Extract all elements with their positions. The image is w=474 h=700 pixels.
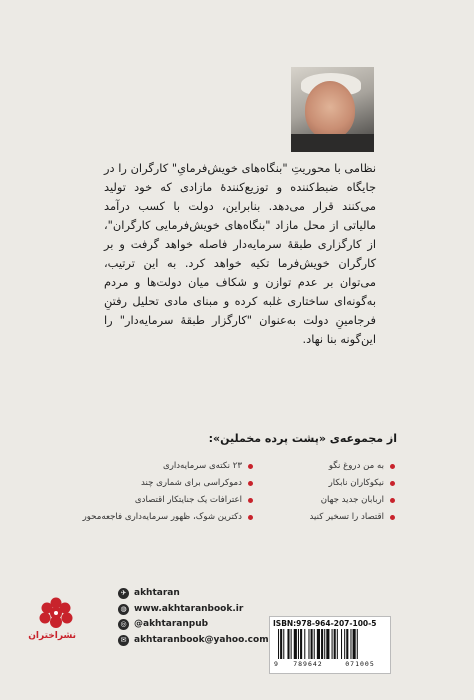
series-item: دکترین شوک، ظهور سرمایه‌داری فاجعه‌محور (113, 509, 253, 526)
barcode-bar (280, 629, 282, 659)
bullet-dot-icon (248, 498, 253, 503)
barcode-bar (324, 629, 325, 659)
barcode-bar (283, 629, 284, 659)
barcode-bar (337, 629, 338, 659)
bullet-dot-icon (248, 515, 253, 520)
barcode-bar (321, 629, 323, 659)
barcode-bar (341, 629, 342, 659)
series-item: ۲۳ نکته‌ی سرمایه‌داری (113, 458, 253, 475)
barcode-bar (304, 629, 305, 659)
email-icon: ✉ (118, 635, 129, 646)
barcode-bar (278, 629, 279, 659)
barcode-bar (314, 629, 315, 659)
barcode-bar (332, 629, 333, 659)
barcode-group-1: 789642 (293, 660, 323, 668)
contact-telegram[interactable]: ✈ akhtaran (118, 586, 269, 602)
contact-website[interactable]: ◍ www.akhtaranbook.ir (118, 602, 269, 618)
series-item: نیکوکاران نابکار (285, 475, 395, 492)
series-item: اقتصاد را تسخیر کنید (285, 509, 395, 526)
barcode-bar (294, 629, 297, 659)
instagram-icon: ◎ (118, 619, 129, 630)
bullet-dot-icon (390, 515, 395, 520)
barcode-bar (353, 629, 356, 659)
series-item: اعترافات یک جنایتکار اقتصادی (113, 492, 253, 509)
barcode-bar (334, 629, 336, 659)
isbn-label: ISBN:978-964-207-100-5 (273, 619, 377, 628)
barcode-bars (278, 629, 382, 659)
barcode-bar (291, 629, 292, 659)
barcode-bar (326, 629, 329, 659)
series-title: از مجموعه‌ی «پشت پرده مخملین»: (208, 432, 397, 445)
barcode (269, 616, 391, 674)
barcode-bar (357, 629, 358, 659)
barcode-bar (287, 629, 289, 659)
barcode-bar (350, 629, 351, 659)
barcode-bar (346, 629, 348, 659)
contact-instagram[interactable]: ◎ @akhtaranpub (118, 617, 269, 633)
publisher-logo (28, 596, 76, 641)
series-item: اربابان جدید جهان (285, 492, 395, 509)
barcode-group-2: 071005 (345, 660, 375, 668)
bullet-dot-icon (248, 481, 253, 486)
publisher-logo-icon (39, 596, 73, 630)
series-item: دموکراسی برای شماری چند (113, 475, 253, 492)
contact-email[interactable]: ✉ akhtaranbook@yahoo.com (118, 633, 269, 649)
barcode-bar (298, 629, 299, 659)
barcode-bar (300, 629, 302, 659)
series-item: به من دروغ نگو (285, 458, 395, 475)
publisher-name: نشراختران (28, 631, 76, 641)
bullet-dot-icon (390, 481, 395, 486)
series-list-left (82, 458, 253, 526)
series-list-right (285, 458, 395, 526)
bullet-dot-icon (390, 498, 395, 503)
author-face (305, 81, 355, 139)
barcode-bar (344, 629, 345, 659)
back-cover-blurb: نظامی با محوریتِ "بنگاه‌های خویش‌فرمایِ" کارگران را در جایگاه ضبط‌کننده و توزیع‌کنندۀ مازادی که خود تولید می‌کنند قرار می‌دهد. بنابراین، دولت با کسب درآمد مالیاتی از محل مازاد "بنگاه‌های خویش‌فرمایی کارگران"، از کارگزاری طبقۀ سرمایه‌دار فاصله خواهد گرفت و بر کارگران خویش‌فرما تکیه خواهد کرد. به این ترتیب، می‌توان بر عدم توازن و شکاف میان دولت‌ها و مردم به‌گونه‌ای ساختاری غلبه کرده و مبنای مادی تحلیل رفتنِ فرجامینِ دولت به‌عنوان "کارگزار طبقۀ سرمایه‌دار" را این‌گونه بنا نهاد. (104, 161, 376, 346)
author-shirt (291, 134, 374, 152)
bullet-dot-icon (248, 464, 253, 469)
author-photo (291, 67, 374, 152)
globe-icon: ◍ (118, 604, 129, 615)
contact-list (118, 586, 269, 648)
barcode-digits (274, 660, 386, 668)
barcode-lead-digit: 9 (274, 660, 278, 668)
telegram-icon: ✈ (118, 588, 129, 599)
barcode-bar (308, 629, 309, 659)
barcode-bar (317, 629, 320, 659)
bullet-dot-icon (390, 464, 395, 469)
barcode-bar (311, 629, 313, 659)
